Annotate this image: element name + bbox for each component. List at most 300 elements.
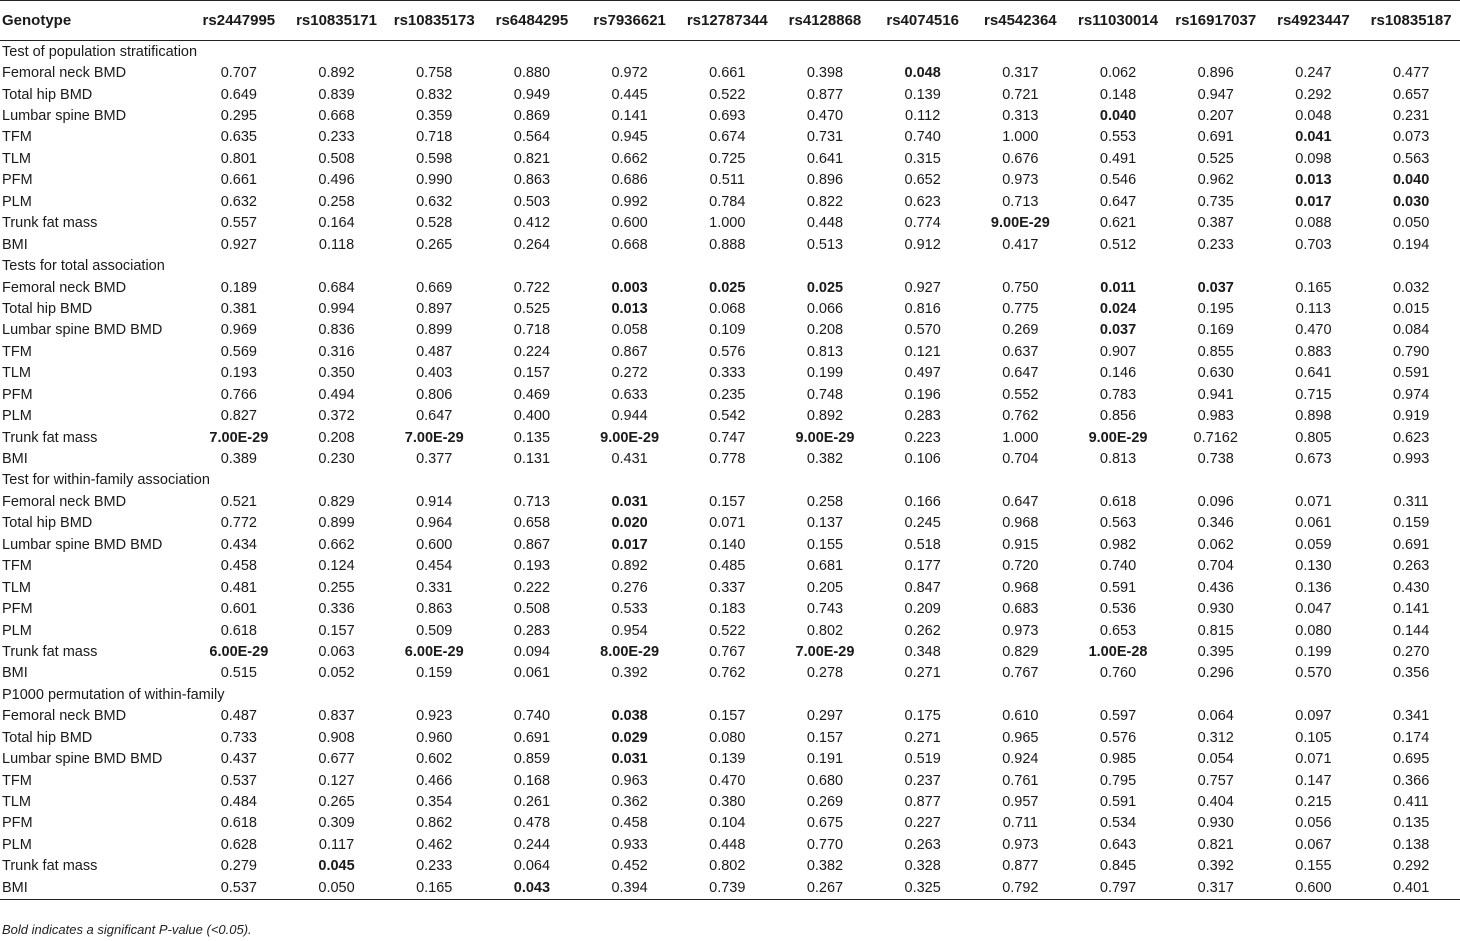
p-value-cell: 0.139 — [904, 86, 941, 103]
p-value-cell: 0.159 — [1392, 515, 1430, 532]
p-value-cell: 0.897 — [416, 300, 453, 317]
row-label: Total hip BMD — [2, 729, 93, 746]
row-label: BMI — [2, 451, 28, 468]
column-header-snp: rs4074516 — [874, 1, 972, 41]
p-value-cell: 0.359 — [416, 108, 453, 125]
p-value-cell: 0.686 — [611, 172, 648, 189]
p-value-cell: 0.845 — [1099, 858, 1137, 875]
p-value-cell: 0.297 — [806, 708, 844, 725]
p-value-cell: 0.792 — [972, 877, 1070, 899]
p-value-cell: 0.994 — [318, 300, 355, 317]
p-value-cell: 0.279 — [220, 858, 257, 875]
p-value-cell: 0.869 — [513, 108, 551, 125]
p-value-cell: 0.591 — [1099, 794, 1137, 811]
p-value-cell: 0.649 — [220, 86, 257, 103]
p-value-cell: 0.485 — [709, 558, 746, 575]
p-value-cell: 0.930 — [1197, 601, 1234, 618]
p-value-cell: 0.576 — [1099, 729, 1137, 746]
p-value-cell: 0.598 — [416, 150, 453, 167]
p-value-cell: 0.536 — [1099, 601, 1137, 618]
p-value-cell: 0.778 — [709, 451, 746, 468]
row-label: PFM — [2, 601, 33, 618]
p-value-cell: 0.113 — [1295, 300, 1332, 317]
p-value-cell: 0.062 — [1099, 65, 1137, 82]
p-value-cell: 0.050 — [288, 877, 386, 899]
p-value-cell: 0.821 — [513, 150, 551, 167]
p-value-cell: 0.191 — [806, 751, 844, 768]
p-value-cell: 0.262 — [904, 622, 941, 639]
p-value-cell: 0.470 — [1295, 322, 1332, 339]
p-value-cell: 0.610 — [1002, 708, 1039, 725]
p-value-cell: 0.316 — [318, 343, 355, 360]
table-row — [0, 62, 1460, 83]
p-value-cell: 0.317 — [1002, 65, 1039, 82]
p-value-cell: 0.829 — [1002, 643, 1039, 660]
row-label: TFM — [2, 772, 32, 789]
p-value-cell: 0.600 — [1265, 877, 1363, 899]
p-value-cell: 0.637 — [1002, 343, 1039, 360]
table-row — [0, 556, 1460, 577]
p-value-cell: 0.591 — [1099, 579, 1137, 596]
row-label: BMI — [2, 665, 28, 682]
table-row — [0, 363, 1460, 384]
p-value-cell: 7.00E-29 — [795, 643, 855, 660]
p-value-cell: 0.392 — [1197, 858, 1234, 875]
p-value-cell: 0.695 — [1392, 751, 1430, 768]
row-label: TLM — [2, 794, 31, 811]
p-value-cell: 0.836 — [318, 322, 355, 339]
p-value-cell: 0.954 — [611, 622, 648, 639]
header-row — [0, 1, 1460, 41]
p-value-cell: 0.968 — [1002, 579, 1039, 596]
column-header-snp: rs4128868 — [776, 1, 874, 41]
p-value-cell: 0.452 — [611, 858, 648, 875]
p-value-cell: 0.542 — [709, 408, 746, 425]
p-value-cell: 0.139 — [709, 751, 746, 768]
p-value-cell: 0.915 — [1002, 536, 1039, 553]
p-value-cell: 0.194 — [1392, 236, 1430, 253]
p-value-cell: 0.552 — [1002, 386, 1039, 403]
table-row — [0, 105, 1460, 126]
p-value-cell: 0.647 — [1002, 365, 1039, 382]
table-row — [0, 127, 1460, 148]
p-value-cell: 0.272 — [611, 365, 648, 382]
p-value-cell: 0.380 — [709, 794, 746, 811]
table-row — [0, 448, 1460, 469]
p-value-cell: 0.174 — [1392, 729, 1430, 746]
p-value-cell: 0.235 — [709, 386, 746, 403]
p-value-cell: 0.957 — [1002, 794, 1039, 811]
p-value-cell: 0.914 — [416, 493, 453, 510]
p-value-cell: 0.658 — [513, 515, 551, 532]
p-value-cell: 0.313 — [1002, 108, 1039, 125]
p-value-cell: 0.867 — [513, 536, 551, 553]
p-value-cell: 0.131 — [513, 451, 551, 468]
p-value-cell: 0.518 — [904, 536, 941, 553]
p-value-cell: 0.031 — [611, 493, 648, 510]
p-value-cell: 0.618 — [220, 815, 257, 832]
p-value-cell: 0.513 — [806, 236, 844, 253]
p-value-cell: 0.030 — [1392, 193, 1430, 210]
p-value-cell: 0.973 — [1002, 622, 1039, 639]
p-value-cell: 0.933 — [611, 836, 648, 853]
table-row — [0, 320, 1460, 341]
p-value-cell: 0.045 — [318, 858, 355, 875]
p-value-cell: 0.721 — [1002, 86, 1039, 103]
p-value-cell: 0.041 — [1295, 129, 1332, 146]
p-value-cell: 0.265 — [416, 236, 453, 253]
p-value-cell: 0.747 — [709, 429, 746, 446]
table-row — [0, 405, 1460, 426]
p-value-cell: 6.00E-29 — [209, 643, 269, 660]
p-value-cell: 0.633 — [611, 386, 648, 403]
p-value-cell: 0.265 — [318, 794, 355, 811]
p-value-cell: 0.434 — [220, 536, 257, 553]
p-value-cell: 0.147 — [1295, 772, 1332, 789]
p-value-cell: 0.949 — [513, 86, 551, 103]
row-label: Total hip BMD — [2, 515, 93, 532]
p-value-cell: 0.112 — [905, 108, 941, 125]
table-row — [0, 427, 1460, 448]
p-value-cell: 0.269 — [806, 794, 844, 811]
p-value-cell: 0.919 — [1392, 408, 1430, 425]
p-value-cell: 0.691 — [1392, 536, 1430, 553]
section-header-row — [0, 684, 1460, 705]
row-label: PLM — [2, 193, 32, 210]
p-value-cell: 0.661 — [220, 172, 257, 189]
table-row — [0, 170, 1460, 191]
p-value-cell: 0.600 — [611, 215, 648, 232]
p-value-cell: 0.481 — [220, 579, 257, 596]
column-header-snp: rs10835173 — [385, 1, 483, 41]
p-value-cell: 0.157 — [806, 729, 844, 746]
p-value-cell: 0.515 — [220, 665, 257, 682]
p-value-cell: 0.982 — [1099, 536, 1137, 553]
p-value-cell: 0.025 — [806, 279, 844, 296]
p-value-cell: 0.718 — [513, 322, 551, 339]
p-value-cell: 0.159 — [416, 665, 453, 682]
p-value-cell: 7.00E-29 — [404, 429, 464, 446]
p-value-cell: 0.058 — [611, 322, 648, 339]
p-value-cell: 0.382 — [806, 451, 844, 468]
p-value-cell: 0.888 — [709, 236, 746, 253]
p-value-cell: 0.968 — [1002, 515, 1039, 532]
p-value-cell: 0.080 — [709, 729, 746, 746]
p-value-cell: 0.395 — [1197, 643, 1234, 660]
row-label: Femoral neck BMD — [2, 65, 127, 82]
p-value-cell: 0.196 — [904, 386, 941, 403]
p-value-cell: 0.715 — [1295, 386, 1332, 403]
p-value-cell: 0.381 — [220, 300, 257, 317]
table-row — [0, 706, 1460, 727]
p-value-cell: 0.711 — [1002, 815, 1038, 832]
p-value-cell: 0.244 — [513, 836, 551, 853]
p-value-cell: 0.519 — [904, 751, 941, 768]
column-header-snp: rs16917037 — [1167, 1, 1265, 41]
p-value-cell: 0.263 — [904, 836, 941, 853]
p-value-cell: 0.647 — [1099, 193, 1137, 210]
p-value-cell: 0.652 — [904, 172, 941, 189]
row-label: PFM — [2, 172, 33, 189]
p-value-cell: 0.877 — [1002, 858, 1039, 875]
p-value-cell: 0.960 — [416, 729, 453, 746]
table-row — [0, 234, 1460, 255]
p-value-cell: 0.403 — [416, 365, 453, 382]
p-value-cell: 0.029 — [611, 729, 648, 746]
column-header-snp: rs4542364 — [972, 1, 1070, 41]
table-row — [0, 191, 1460, 212]
p-value-cell: 0.509 — [416, 622, 453, 639]
p-value-cell: 0.762 — [1002, 408, 1039, 425]
p-value-cell: 0.563 — [1099, 515, 1137, 532]
p-value-cell: 0.491 — [1099, 150, 1137, 167]
p-value-cell: 0.941 — [1197, 386, 1234, 403]
p-value-cell: 0.071 — [709, 515, 746, 532]
p-value-cell: 0.341 — [1392, 708, 1430, 725]
p-value-cell: 0.602 — [416, 751, 453, 768]
p-value-cell: 0.209 — [904, 601, 941, 618]
p-value-cell: 0.296 — [1197, 665, 1234, 682]
row-label: TLM — [2, 365, 31, 382]
p-value-cell: 0.790 — [1392, 343, 1430, 360]
p-value-cell: 0.675 — [806, 815, 844, 832]
p-value-cell: 0.880 — [513, 65, 551, 82]
p-value-cell: 9.00E-29 — [1088, 429, 1148, 446]
p-value-cell: 0.348 — [904, 643, 941, 660]
p-value-cell: 0.144 — [1392, 622, 1430, 639]
row-label: TFM — [2, 343, 32, 360]
p-value-cell: 0.725 — [709, 150, 746, 167]
p-value-cell: 0.487 — [416, 343, 453, 360]
p-value-cell: 0.563 — [1392, 150, 1430, 167]
p-value-cell: 0.822 — [806, 193, 844, 210]
p-value-cell: 0.389 — [220, 451, 257, 468]
p-value-cell: 0.985 — [1099, 751, 1137, 768]
p-value-cell: 0.063 — [318, 643, 355, 660]
p-value-cell: 0.017 — [1295, 193, 1332, 210]
p-value-cell: 0.138 — [1392, 836, 1430, 853]
section-title: Test for within-family association — [2, 472, 210, 489]
p-value-cell: 0.366 — [1392, 772, 1430, 789]
p-value-cell: 0.050 — [1392, 215, 1430, 232]
p-value-cell: 0.691 — [1197, 129, 1234, 146]
p-value-cell: 0.528 — [416, 215, 453, 232]
p-value-cell: 0.470 — [806, 108, 844, 125]
p-value-cell: 0.761 — [1002, 772, 1039, 789]
p-value-cell: 0.233 — [318, 129, 355, 146]
p-value-cell: 0.964 — [416, 515, 453, 532]
p-value-cell: 0.484 — [220, 794, 257, 811]
p-value-cell: 0.315 — [904, 150, 941, 167]
p-value-cell: 0.398 — [806, 65, 844, 82]
p-value-cell: 0.684 — [318, 279, 355, 296]
row-label: Femoral neck BMD — [2, 493, 127, 510]
p-value-cell: 0.040 — [1392, 172, 1430, 189]
p-value-cell: 0.797 — [1069, 877, 1167, 899]
p-value-cell: 0.601 — [220, 601, 257, 618]
p-value-cell: 0.227 — [904, 815, 941, 832]
p-value-cell: 0.003 — [611, 279, 648, 296]
p-value-cell: 0.546 — [1099, 172, 1137, 189]
p-value-cell: 0.096 — [1197, 493, 1234, 510]
table-row — [0, 877, 1460, 899]
p-value-cell: 0.387 — [1197, 215, 1234, 232]
p-value-cell: 0.641 — [1295, 365, 1332, 382]
p-value-cell: 0.521 — [220, 493, 257, 510]
p-value-cell: 0.537 — [220, 772, 257, 789]
p-value-cell: 0.837 — [318, 708, 355, 725]
p-value-cell: 0.707 — [220, 65, 257, 82]
p-value-cell: 0.806 — [416, 386, 453, 403]
p-value-cell: 0.066 — [806, 300, 844, 317]
p-value-cell: 0.062 — [1197, 536, 1234, 553]
p-value-cell: 0.270 — [1392, 643, 1430, 660]
p-value-cell: 1.000 — [709, 215, 746, 232]
p-value-cell: 0.448 — [806, 215, 844, 232]
row-label: TLM — [2, 150, 31, 167]
p-value-cell: 0.494 — [318, 386, 355, 403]
p-value-cell: 0.635 — [220, 129, 257, 146]
p-value-cell: 0.331 — [416, 579, 453, 596]
section-title: P1000 permutation of within-family — [2, 686, 225, 703]
p-value-cell: 0.522 — [709, 622, 746, 639]
p-value-cell: 0.105 — [1295, 729, 1332, 746]
p-value-cell: 0.346 — [1197, 515, 1234, 532]
p-value-cell: 0.155 — [806, 536, 844, 553]
p-value-cell: 0.020 — [611, 515, 648, 532]
p-value-cell: 0.591 — [1392, 365, 1430, 382]
p-value-cell: 0.784 — [709, 193, 746, 210]
p-value-cell: 0.328 — [904, 858, 941, 875]
p-value-cell: 0.478 — [513, 815, 551, 832]
p-value-cell: 0.448 — [709, 836, 746, 853]
table-row — [0, 534, 1460, 555]
p-value-cell: 0.215 — [1295, 794, 1332, 811]
p-value-cell: 0.805 — [1295, 429, 1332, 446]
p-value-cell: 0.740 — [1099, 558, 1137, 575]
p-value-cell: 0.899 — [416, 322, 453, 339]
row-label: PLM — [2, 408, 32, 425]
p-value-cell: 0.283 — [904, 408, 941, 425]
p-value-cell: 0.945 — [611, 129, 648, 146]
p-value-cell: 0.064 — [1197, 708, 1234, 725]
p-value-cell: 0.394 — [581, 877, 679, 899]
p-value-cell: 0.068 — [709, 300, 746, 317]
p-value-cell: 0.691 — [513, 729, 551, 746]
p-value-cell: 0.720 — [1002, 558, 1039, 575]
row-label: Trunk fat mass — [2, 215, 98, 232]
p-value-cell: 0.436 — [1197, 579, 1234, 596]
p-value-cell: 0.477 — [1392, 65, 1430, 82]
table-row — [0, 298, 1460, 319]
row-label: TFM — [2, 558, 32, 575]
p-value-cell: 0.718 — [416, 129, 453, 146]
p-value-cell: 0.309 — [318, 815, 355, 832]
p-value-cell: 0.470 — [709, 772, 746, 789]
p-value-cell: 0.325 — [874, 877, 972, 899]
p-value-cell: 0.525 — [513, 300, 551, 317]
p-value-cell: 0.199 — [806, 365, 844, 382]
p-value-cell: 0.222 — [513, 579, 551, 596]
p-value-cell: 0.974 — [1392, 386, 1430, 403]
p-value-cell: 0.704 — [1197, 558, 1234, 575]
table-row — [0, 213, 1460, 234]
p-value-cell: 0.437 — [220, 751, 257, 768]
p-value-cell: 0.912 — [904, 236, 941, 253]
p-value-cell: 0.011 — [1100, 279, 1136, 296]
p-value-cell: 1.000 — [1002, 429, 1039, 446]
p-value-cell: 0.255 — [318, 579, 355, 596]
p-value-cell: 1.000 — [1002, 129, 1039, 146]
p-value-cell: 0.165 — [385, 877, 483, 899]
p-value-cell: 0.738 — [1197, 451, 1234, 468]
p-value-cell: 0.458 — [611, 815, 648, 832]
p-value-cell: 0.404 — [1197, 794, 1234, 811]
p-value-cell: 0.155 — [1295, 858, 1332, 875]
table-row — [0, 770, 1460, 791]
column-header-snp: rs12787344 — [678, 1, 776, 41]
table-row — [0, 384, 1460, 405]
p-value-cell: 0.059 — [1295, 536, 1332, 553]
p-value-cell: 0.166 — [904, 493, 941, 510]
table-row — [0, 341, 1460, 362]
p-value-cell: 0.767 — [709, 643, 746, 660]
p-value-cell: 0.088 — [1295, 215, 1332, 232]
p-value-cell: 0.043 — [483, 877, 581, 899]
p-value-cell: 0.430 — [1392, 579, 1430, 596]
p-value-cell: 0.643 — [1099, 836, 1137, 853]
p-value-cell: 0.973 — [1002, 836, 1039, 853]
p-value-cell: 0.061 — [513, 665, 551, 682]
p-value-cell: 0.618 — [1099, 493, 1137, 510]
p-value-cell: 0.067 — [1295, 836, 1332, 853]
p-value-cell: 0.522 — [709, 86, 746, 103]
p-value-cell: 0.109 — [709, 322, 746, 339]
p-value-cell: 0.623 — [1392, 429, 1430, 446]
p-value-cell: 0.668 — [611, 236, 648, 253]
p-value-cell: 0.847 — [904, 579, 941, 596]
row-label: Trunk fat mass — [2, 858, 98, 875]
p-value-cell: 0.927 — [220, 236, 257, 253]
p-value-cell: 0.231 — [1392, 108, 1430, 125]
p-value-cell: 0.168 — [513, 772, 551, 789]
p-value-cell: 0.223 — [904, 429, 941, 446]
p-value-cell: 0.208 — [806, 322, 844, 339]
p-value-cell: 0.258 — [806, 493, 844, 510]
p-value-cell: 0.283 — [513, 622, 551, 639]
p-value-cell: 0.233 — [1197, 236, 1234, 253]
p-value-cell: 0.271 — [904, 729, 941, 746]
p-value-cell: 0.098 — [1295, 150, 1332, 167]
p-value-cell: 0.683 — [1002, 601, 1039, 618]
p-value-cell: 0.146 — [1099, 365, 1137, 382]
p-value-cell: 0.827 — [220, 408, 257, 425]
p-value-cell: 0.258 — [318, 193, 355, 210]
p-value-cell: 0.207 — [1197, 108, 1234, 125]
p-value-cell: 0.508 — [513, 601, 551, 618]
p-value-cell: 0.263 — [1392, 558, 1430, 575]
table-row — [0, 791, 1460, 812]
p-value-cell: 0.821 — [1197, 836, 1234, 853]
p-value-cell: 0.662 — [611, 150, 648, 167]
table-row — [0, 748, 1460, 769]
p-value-cell: 0.157 — [709, 708, 746, 725]
p-value-cell: 0.947 — [1197, 86, 1234, 103]
p-value-cell: 0.600 — [416, 536, 453, 553]
p-value-cell: 0.208 — [318, 429, 355, 446]
p-value-cell: 0.037 — [1197, 279, 1234, 296]
row-label: Trunk fat mass — [2, 429, 98, 446]
